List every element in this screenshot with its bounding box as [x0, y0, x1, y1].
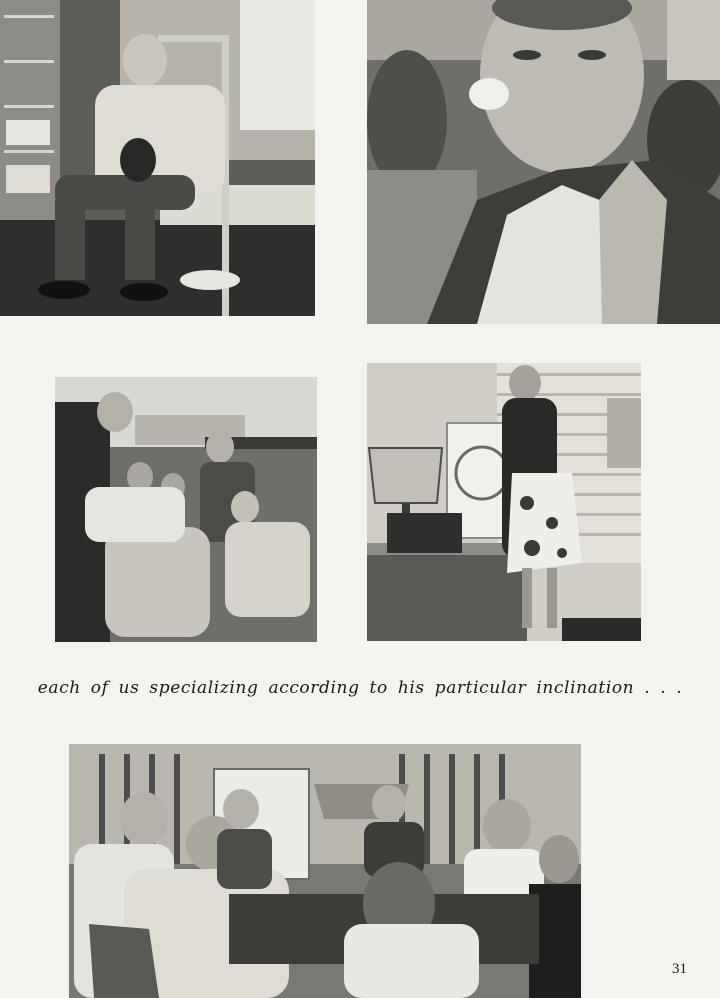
photo-group-on-field-image: [55, 377, 317, 642]
photo-card-game: [69, 744, 581, 998]
page-number: 31: [672, 961, 687, 977]
photo-card-game-image: [69, 744, 581, 998]
photo-guitar-on-bunk: [0, 0, 315, 316]
photo-man-in-apron-image: [367, 363, 641, 641]
page-caption: each of us specializing according to his particular inclination . . .: [37, 678, 683, 698]
photo-man-in-apron: [367, 363, 641, 641]
photo-egg-in-mouth: [367, 0, 720, 324]
photo-guitar-on-bunk-image: [0, 0, 315, 316]
photo-group-on-field: [55, 377, 317, 642]
photo-egg-in-mouth-image: [367, 0, 720, 324]
